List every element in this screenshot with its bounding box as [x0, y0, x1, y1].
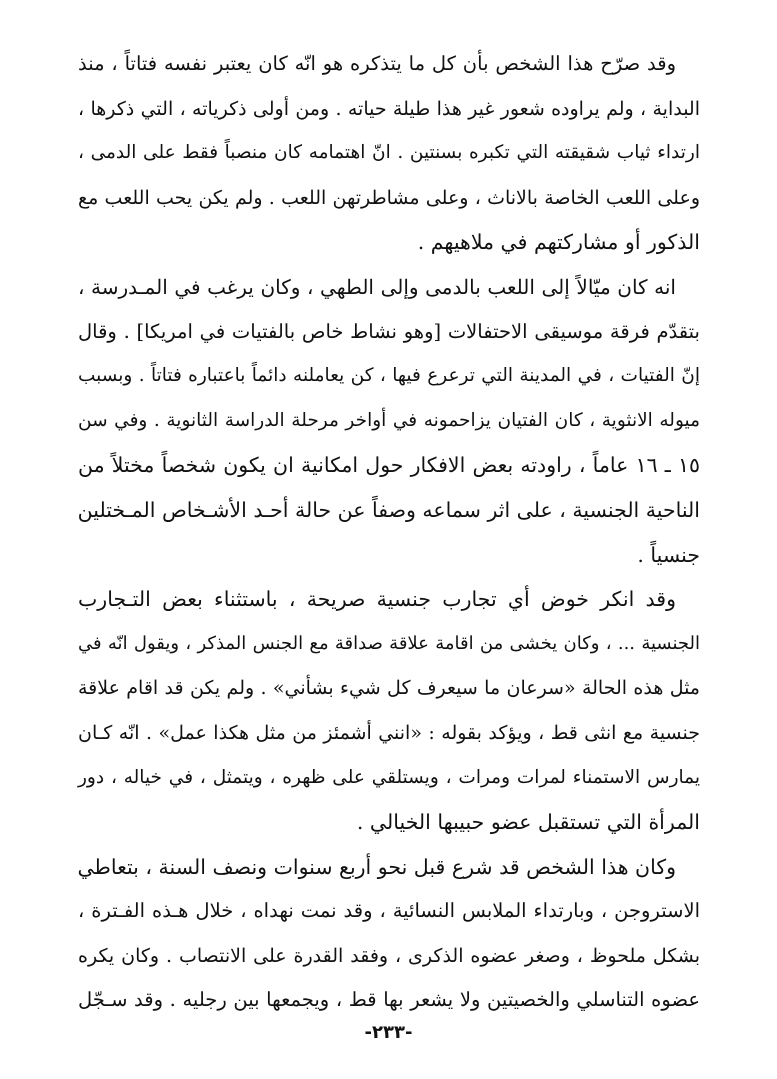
- page-number: -٢٣٣-: [364, 1022, 413, 1043]
- text-line: ميوله الانثوية ، كان الفتيان يزاحمونه في أواخر مرحلة الدراسة الثانوية . وفي سن: [78, 409, 700, 431]
- text-line: وقد صرّح هذا الشخص بأن كل ما يتذكره هو انّه كان يعتبر نفسه فتاتاً ، منذ: [78, 52, 676, 75]
- paragraph-2: [78, 265, 700, 577]
- page-body: [78, 42, 700, 1023]
- text-line: يمارس الاستمناء لمرات ومرات ، ويستلقي على ظهره ، ويتمثل ، في خياله ، دور: [78, 766, 700, 788]
- text-line: ارتداء ثياب شقيقته التي تكبره بسنتين . انّ اهتمامه كان منصباً فقط على الدمى ،: [78, 142, 700, 164]
- text-line: الاستروجن ، وبارتداء الملابس النسائية ، وقد نمت نهداه ، خلال هـذه الفـترة ،: [78, 899, 700, 923]
- text-line: الجنسية ... ، وكان يخشى من اقامة علاقة صداقة مع الجنس المذكر ، ويقول انّه في: [78, 632, 700, 654]
- text-line: ١٥ ـ ١٦ عاماً ، راودته بعض الافكار حول امكانية ان يكون شخصاً مختلاً من: [78, 453, 700, 478]
- paragraph-4: [78, 845, 700, 1023]
- text-line: إنّ الفتيات ، في المدينة التي ترعرع فيها ، كن يعاملنه دائماً باعتباره فتاتاً . وبسبب: [78, 365, 700, 387]
- text-line: بشكل ملحوظ ، وصغر عضوه الذكرى ، وفقد القدرة على الانتصاب . وكان يكره: [78, 944, 700, 967]
- text-line: وعلى اللعب الخاصة بالاناث ، وعلى مشاطرتهن اللعب . ولم يكن يحب اللعب مع: [78, 186, 700, 209]
- paragraph-3: [78, 577, 700, 845]
- text-line: البداية ، ولم يراوده شعور غير هذا طيلة حياته . ومن أولى ذكرياته ، التي ذكرها ،: [78, 97, 700, 120]
- paragraph-1: [78, 42, 700, 265]
- text-line: وكان هذا الشخص قد شرع قبل نحو أربع سنوات ونصف السنة ، بتعاطي: [77, 854, 676, 879]
- text-line: بتقدّم فرقة موسيقى الاحتفالات [وهو نشاط خاص بالفتيات في امريكا] . وقال: [78, 319, 700, 343]
- text-line: عضوه التناسلي والخصيتين ولا يشعر بها قط ، ويجمعها بين رجليه . وقد سـجّل: [78, 988, 700, 1012]
- text-line: وقد انكر خوض أي تجارب جنسية صريحة ، باستثناء بعض التـجارب: [78, 587, 676, 612]
- text-line: جنسية مع انثى قط ، ويؤكد بقوله : «انني أشمئز من مثل هكذا عمل» . انّه كـان: [78, 721, 700, 744]
- text-line: انه كان ميّالاً إلى اللعب بالدمى وإلى الطهي ، وكان يرغب في المـدرسة ،: [78, 274, 676, 299]
- text-line: الذكور أو مشاركتهم في ملاهيهم .: [417, 230, 700, 255]
- text-line: الناحية الجنسية ، على اثر سماعه وصفاً عن حالة أحـد الأشـخاص المـختلين: [77, 497, 700, 522]
- text-line: جنسياً .: [637, 542, 700, 567]
- text-line: المرأة التي تستقبل عضو حبيبها الخيالي .: [356, 810, 700, 835]
- text-line: مثل هذه الحالة «سرعان ما سيعرف كل شيء بشأني» . ولم يكن قد اقام علاقة: [78, 677, 700, 700]
